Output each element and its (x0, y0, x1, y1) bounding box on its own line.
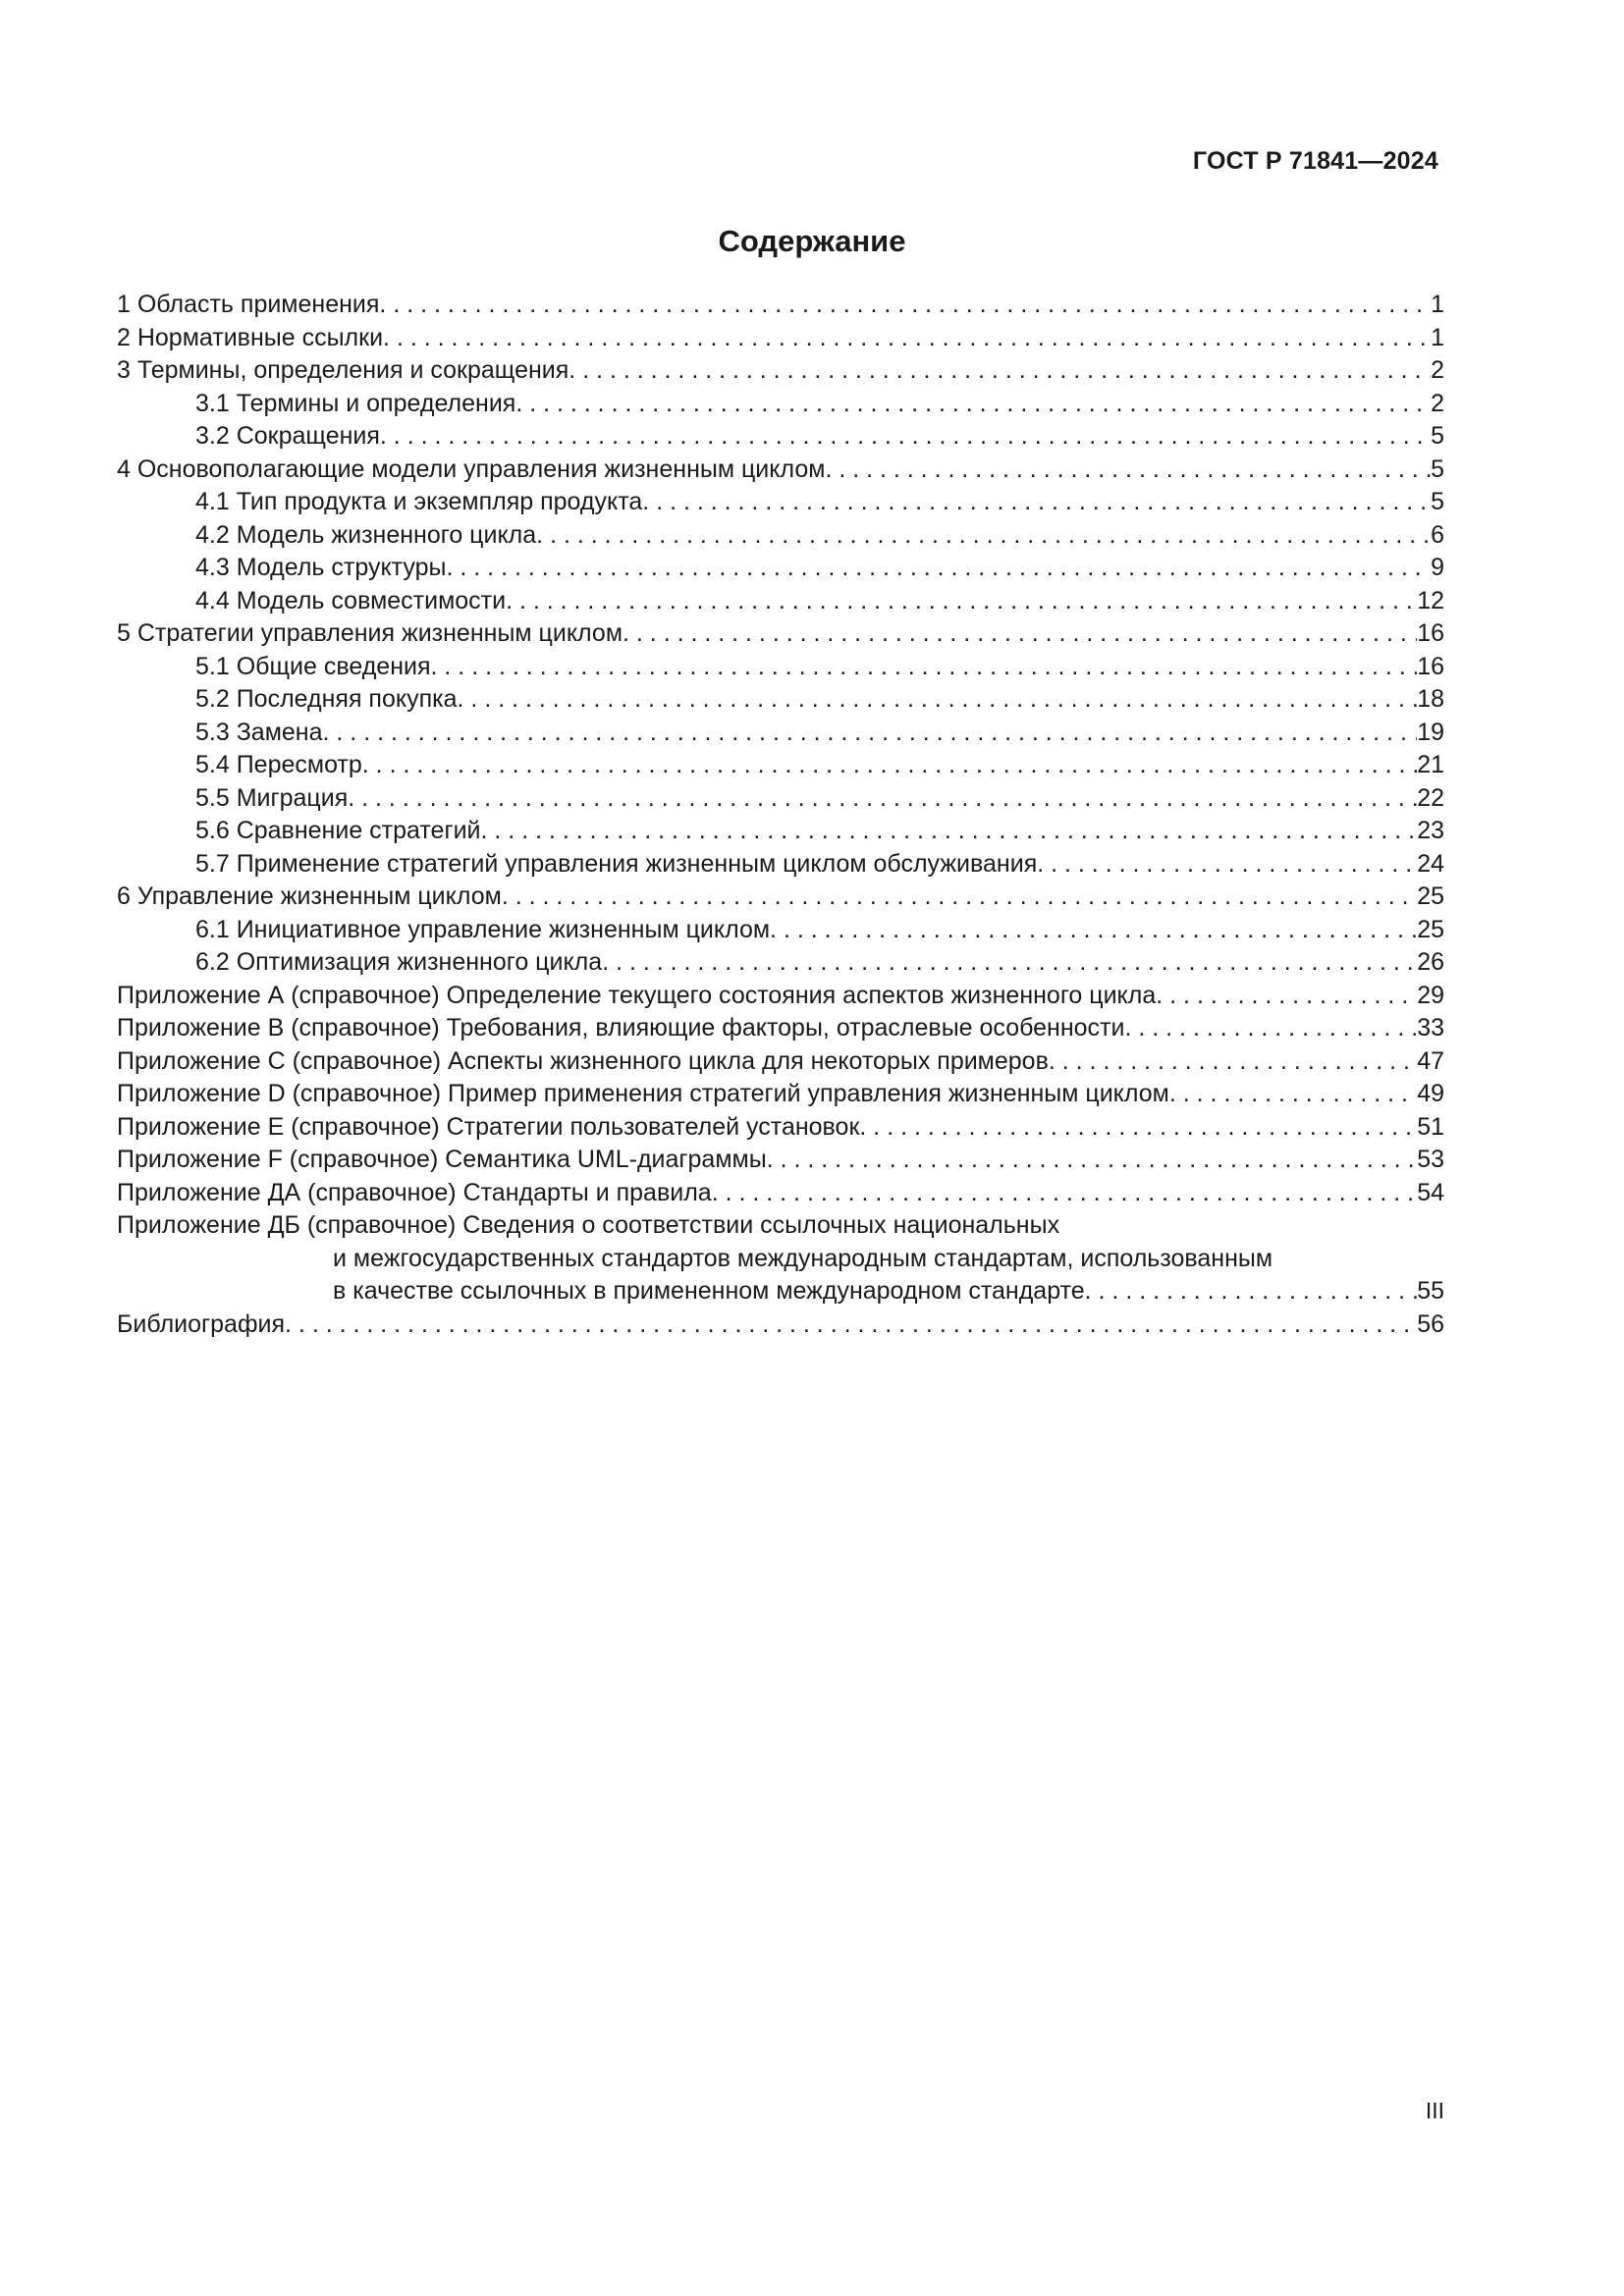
toc-entry[interactable] (117, 289, 1444, 322)
toc-leader-dots (502, 881, 1417, 914)
toc-entry-label: 5.3 Замена (195, 718, 323, 746)
toc-entry-page: 16 (1417, 652, 1444, 680)
toc-title: Содержание (718, 224, 906, 258)
toc-subentry[interactable] (117, 651, 1444, 684)
toc-leader-dots (623, 617, 1417, 651)
toc-entry-page: 6 (1431, 520, 1444, 549)
toc-entry-label: 4.1 Тип продукта и экземпляр продукта (195, 488, 643, 515)
toc-entry-page: 5 (1431, 422, 1444, 450)
toc-entry-label: Приложение А (справочное) Определение текущего состояния аспектов жизненного цикла (117, 981, 1157, 1009)
toc-subentry[interactable] (117, 782, 1444, 816)
toc-leader-dots (285, 1308, 1417, 1342)
toc-entry-label: 6 Управление жизненным циклом (117, 882, 502, 910)
toc-subentry[interactable] (117, 683, 1444, 717)
toc-subentry[interactable] (117, 388, 1444, 421)
toc-entry-page: 23 (1417, 817, 1444, 844)
toc-leader-dots (1049, 1045, 1417, 1079)
table-of-contents (117, 289, 1444, 1341)
toc-entry-page: 9 (1431, 554, 1444, 581)
toc-entry-label: и межгосударственных стандартов международным стандартам, использованным (333, 1244, 1273, 1272)
toc-entry-label: 5.4 Пересмотр (195, 751, 362, 778)
toc-entry-label: 4.3 Модель структуры (195, 554, 447, 581)
toc-entry-label: 6.2 Оптимизация жизненного цикла (195, 948, 603, 976)
toc-annex-entry[interactable] (117, 1078, 1444, 1111)
toc-entry-page: 51 (1417, 1112, 1444, 1141)
toc-annex-entry[interactable] (117, 1177, 1444, 1210)
toc-leader-dots (362, 749, 1417, 782)
toc-leader-dots (1156, 980, 1417, 1013)
toc-entry[interactable] (117, 354, 1444, 388)
toc-leader-dots (770, 914, 1417, 947)
toc-entry-label: 4.2 Модель жизненного цикла (195, 520, 537, 549)
toc-entry-label: 3 Термины, определения и сокращения (117, 356, 569, 384)
toc-leader-dots (859, 1111, 1417, 1145)
toc-leader-dots (712, 1177, 1417, 1210)
toc-entry-label: 5.5 Миграция (195, 783, 349, 812)
toc-leader-dots (515, 388, 1431, 421)
toc-entry-page: 25 (1417, 882, 1444, 910)
toc-entry-label: 4 Основополагающие модели управления жизненным циклом (117, 454, 826, 483)
toc-leader-dots (447, 552, 1432, 585)
toc-leader-dots (380, 420, 1431, 454)
toc-entry-label: Приложение В (справочное) Требования, влияющие факторы, отраслевые особенности (117, 1014, 1125, 1041)
toc-leader-dots (642, 486, 1431, 519)
toc-entry-page: 12 (1417, 586, 1444, 614)
toc-annex-entry[interactable] (117, 1111, 1444, 1145)
toc-annex-db-line1[interactable] (117, 1209, 1444, 1243)
toc-subentry[interactable] (117, 914, 1444, 947)
toc-entry[interactable] (117, 881, 1444, 914)
toc-subentry[interactable] (117, 420, 1444, 454)
toc-annex-entry[interactable] (117, 980, 1444, 1013)
toc-leader-dots (568, 354, 1431, 388)
toc-entry-page: 33 (1417, 1014, 1444, 1041)
toc-entry-page: 47 (1417, 1046, 1444, 1075)
toc-subentry[interactable] (117, 585, 1444, 618)
toc-entry-label: Приложение Е (справочное) Стратегии пользователей установок (117, 1112, 860, 1141)
toc-entry-label: 5.6 Сравнение стратегий (195, 817, 481, 844)
toc-leader-dots (383, 322, 1431, 355)
toc-leader-dots (379, 289, 1431, 322)
toc-bibliography-entry[interactable] (117, 1308, 1444, 1342)
toc-entry-page: 21 (1417, 751, 1444, 778)
toc-entry-page: 53 (1417, 1146, 1444, 1173)
page-number: III (1425, 2098, 1444, 2123)
toc-entry-page: 1 (1431, 323, 1444, 351)
toc-entry-label: 1 Область применения (117, 291, 380, 318)
toc-entry-page: 54 (1417, 1178, 1444, 1206)
toc-entry-label: 5.7 Применение стратегий управления жизненным циклом обслуживания (195, 849, 1038, 878)
toc-leader-dots (602, 946, 1417, 980)
toc-leader-dots (767, 1144, 1418, 1177)
toc-entry-page: 2 (1431, 356, 1444, 384)
toc-subentry[interactable] (117, 717, 1444, 750)
toc-entry-page: 55 (1417, 1277, 1444, 1305)
toc-entry-label: 5.2 Последняя покупка (195, 685, 458, 713)
toc-entry-label: 4.4 Модель совместимости (195, 586, 507, 614)
toc-leader-dots (1124, 1012, 1417, 1045)
toc-entry-page: 5 (1431, 454, 1444, 483)
toc-entry-page: 22 (1417, 783, 1444, 812)
toc-subentry[interactable] (117, 815, 1444, 848)
toc-leader-dots (1037, 848, 1417, 881)
toc-annex-entry[interactable] (117, 1012, 1444, 1045)
toc-entry-label: 3.1 Термины и определения (195, 389, 516, 417)
toc-entry[interactable] (117, 454, 1444, 487)
toc-entry-page: 5 (1431, 488, 1444, 515)
toc-entry-label: 5.1 Общие сведения (195, 652, 431, 680)
toc-subentry[interactable] (117, 486, 1444, 519)
toc-entry-label: в качестве ссылочных в примененном международном стандарте (333, 1277, 1085, 1305)
toc-entry-label: 2 Нормативные ссылки (117, 323, 384, 351)
toc-leader-dots (348, 782, 1417, 816)
toc-entry-label: 6.1 Инициативное управление жизненным циклом (195, 915, 771, 943)
toc-entry-label: 5 Стратегии управления жизненным циклом (117, 619, 623, 647)
toc-annex-entry[interactable] (117, 1045, 1444, 1079)
toc-entry-label: Приложение ДА (справочное) Стандарты и правила (117, 1178, 712, 1206)
toc-entry-page: 29 (1417, 981, 1444, 1009)
toc-entry[interactable] (117, 617, 1444, 651)
toc-leader-dots (458, 683, 1418, 717)
toc-entry-page: 1 (1431, 291, 1444, 318)
toc-entry-page: 19 (1417, 718, 1444, 746)
toc-entry[interactable] (117, 322, 1444, 355)
toc-subentry[interactable] (117, 749, 1444, 782)
toc-leader-dots (1169, 1078, 1417, 1111)
toc-entry-label: Приложение ДБ (справочное) Сведения о соответствии ссылочных национальных (117, 1211, 1060, 1239)
toc-leader-dots (536, 519, 1431, 553)
toc-leader-dots (431, 651, 1418, 684)
toc-entry-page: 2 (1431, 389, 1444, 417)
toc-entry-label: Приложение С (справочное) Аспекты жизненного цикла для некоторых примеров (117, 1046, 1049, 1075)
toc-entry-page: 24 (1417, 849, 1444, 878)
toc-entry-label: 3.2 Сокращения (195, 422, 380, 450)
toc-leader-dots (506, 585, 1417, 618)
toc-subentry[interactable] (117, 848, 1444, 881)
toc-entry-label: Приложение D (справочное) Пример применения стратегий управления жизненным циклом (117, 1080, 1169, 1107)
toc-annex-entry[interactable] (117, 1144, 1444, 1177)
toc-leader-dots (481, 815, 1418, 848)
toc-entry-page: 49 (1417, 1080, 1444, 1107)
toc-entry-page: 25 (1417, 915, 1444, 943)
toc-subentry[interactable] (117, 946, 1444, 980)
toc-leader-dots (323, 717, 1418, 750)
toc-entry-page: 26 (1417, 948, 1444, 976)
toc-annex-db-line3[interactable] (117, 1275, 1444, 1308)
toc-subentry[interactable] (117, 552, 1444, 585)
toc-annex-db-line2[interactable] (117, 1243, 1444, 1276)
toc-entry-page: 18 (1417, 685, 1444, 713)
toc-entry-page: 56 (1417, 1309, 1444, 1338)
toc-entry-page: 16 (1417, 619, 1444, 647)
toc-entry-label: Библиография (117, 1309, 286, 1338)
toc-leader-dots (1085, 1275, 1418, 1308)
toc-entry-label: Приложение F (справочное) Семантика UML-диаграммы (117, 1146, 767, 1173)
toc-subentry[interactable] (117, 519, 1444, 553)
document-code: ГОСТ Р 71841—2024 (1192, 147, 1438, 175)
toc-leader-dots (825, 454, 1431, 487)
